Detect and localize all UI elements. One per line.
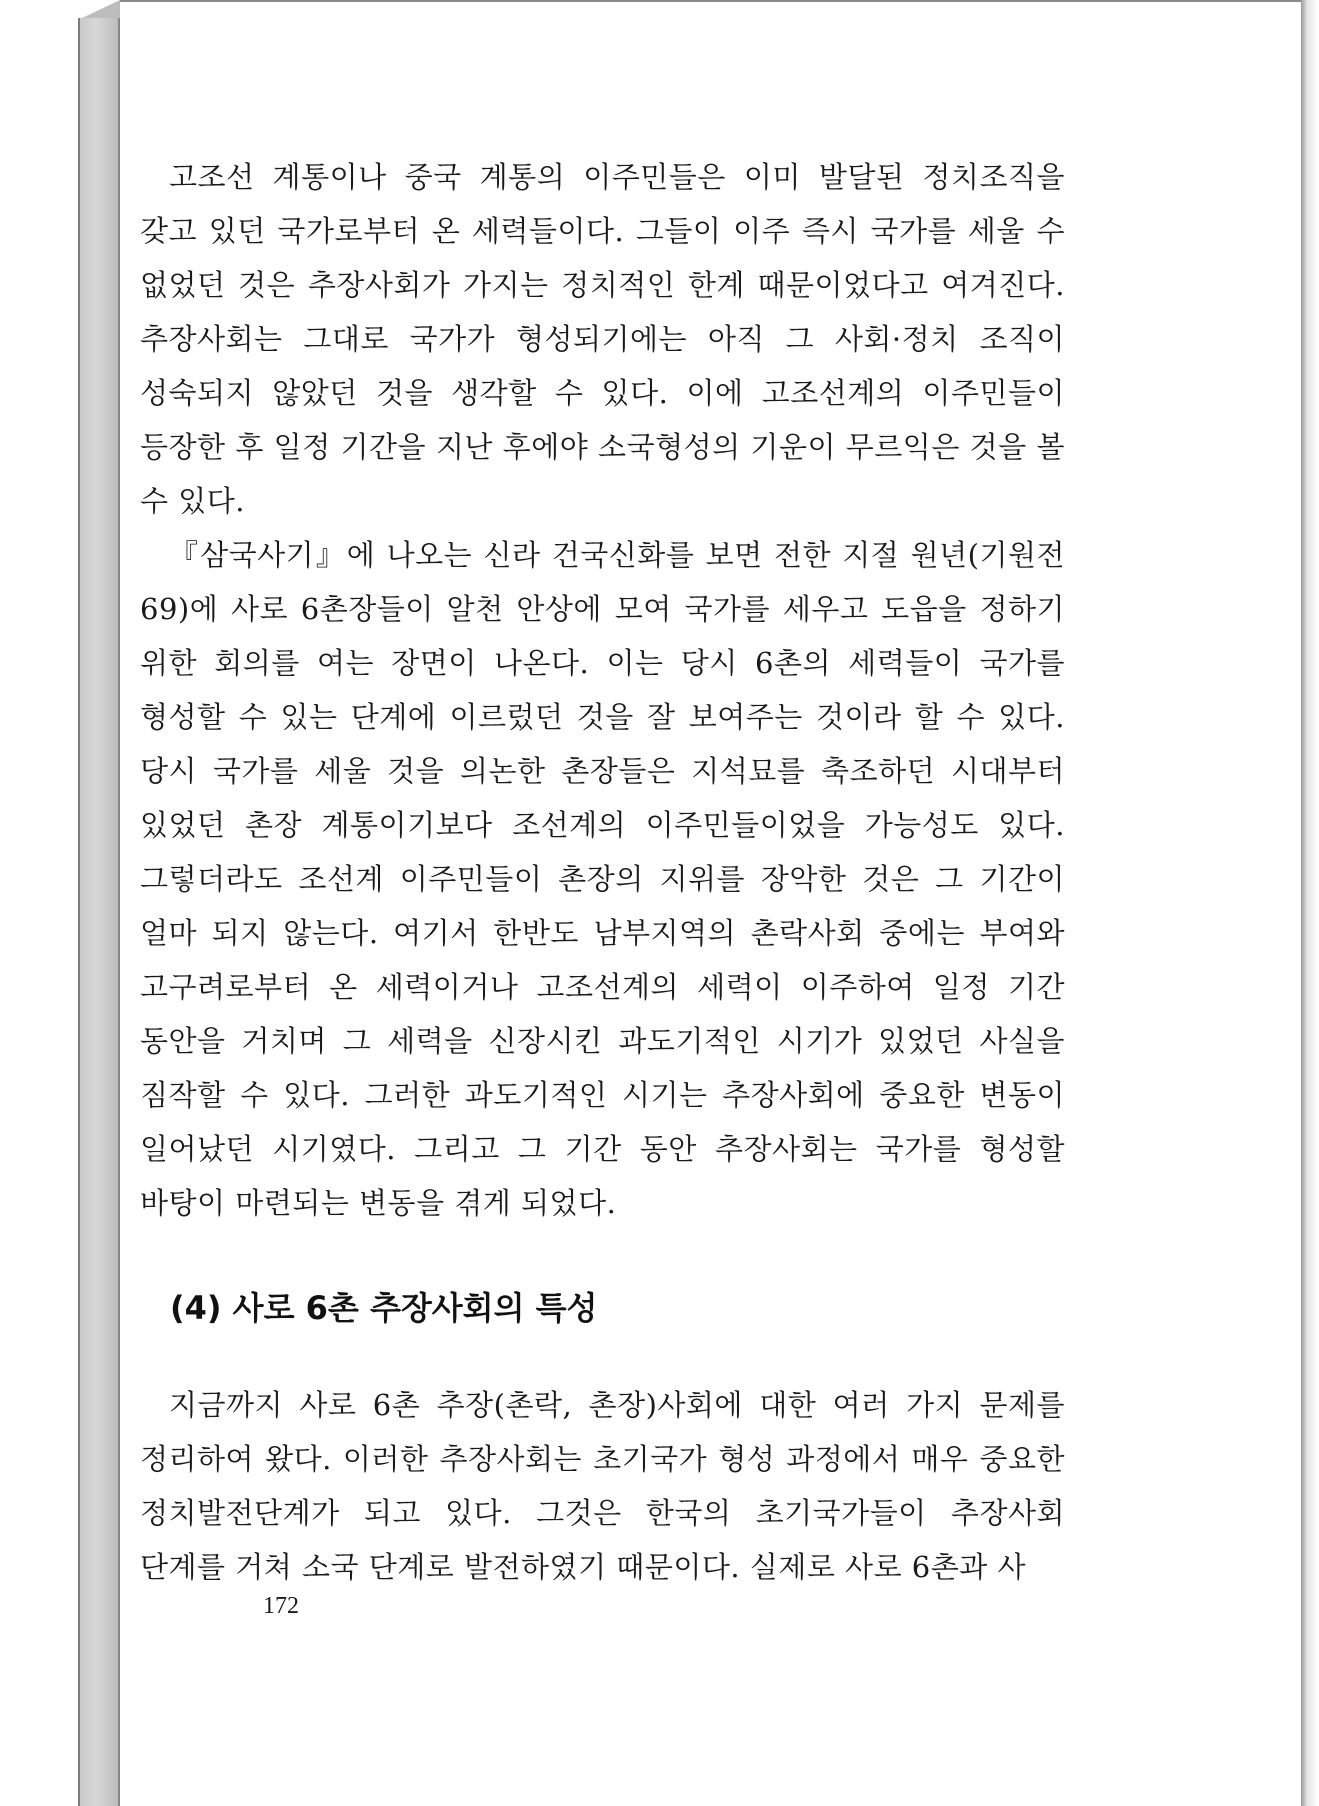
section-heading: (4) 사로 6촌 추장사회의 특성 [170, 1289, 598, 1327]
paragraph-2: 『삼국사기』에 나오는 신라 건국신화를 보면 전한 지절 원년(기원전 69)에 사로 6촌장들이 알천 안상에 모여 국가를 세우고 도읍을 정하기 위한 회의를 여는 장면이 나온다. 이는 당시 6촌의 세력들이 국가를 형성할 수 있는 단계에 이르렀던 것을 잘 보여주는 것이라 할 수 있다. 당시 국가를 세울 것을 의논한 촌장들은 지석묘를 축조하던 시대부터 있었던 촌장 계통이기보다 조선계의 이주민들이었을 가능성도 있다. 그렇더라도 조선계 이주민들이 촌장의 지위를 장악한 것은 그 기간이 얼마 되지 않는다. 여기서 한반도 남부지역의 촌락사회 중에는 부여와 고구려로부터 온 세력이거나 고조선계의 세력이 이주하여 일정 기간 동안을 거치며 그 세력을 신장시킨 과도기적인 시기가 있었던 사실을 짐작할 수 있다. 그러한 과도기적인 시기는 추장사회에 중요한 변동이 일어났던 시기였다. 그리고 그 기간 동안 추장사회는 국가를 형성할 바탕이 마련되는 변동을 겪게 되었다. [140, 538, 1065, 1220]
paragraph-3: 지금까지 사로 6촌 추장(촌락, 촌장)사회에 대한 여러 가지 문제를 정리하여 왔다. 이러한 추장사회는 초기국가 형성 과정에서 매우 중요한 정치발전단계가 되고 있다. 그것은 한국의 초기국가들이 추장사회 단계를 거쳐 소국 단계로 발전하였기 때문이다. 실제로 사로 6촌과 사 [140, 1388, 1065, 1584]
book-spine [78, 18, 120, 1806]
book-spine-top [78, 0, 120, 20]
page-number: 172 [263, 1593, 299, 1619]
page-right-edge [1301, 0, 1319, 1806]
paragraph-1: 고조선 계통이나 중국 계통의 이주민들은 이미 발달된 정치조직을 갖고 있던 국가로부터 온 세력들이다. 그들이 이주 즉시 국가를 세울 수 없었던 것은 추장사회가 가지는 정치적인 한계 때문이었다고 여겨진다. 추장사회는 그대로 국가가 형성되기에는 아직 그 사회·정치 조직이 성숙되지 않았던 것을 생각할 수 있다. 이에 고조선계의 이주민들이 등장한 후 일정 기간을 지난 후에야 소국형성의 기운이 무르익은 것을 볼 수 있다. [140, 160, 1065, 518]
page-body [140, 150, 1065, 1594]
